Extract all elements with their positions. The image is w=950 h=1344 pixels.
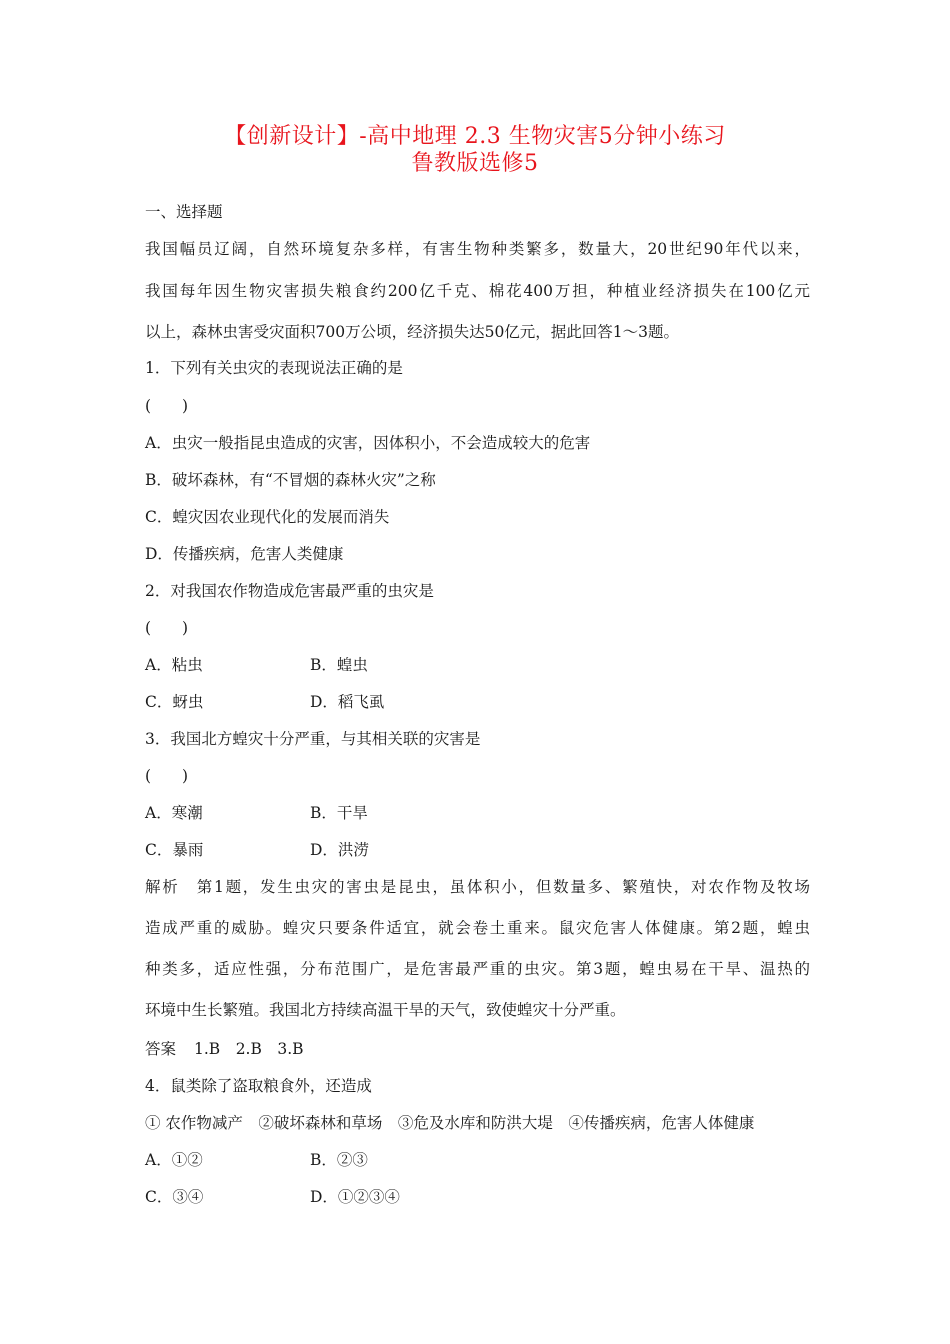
document-title-line2: 鲁教版选修5	[411, 151, 539, 176]
analysis-line-2: 造成严重的威胁。蝗灾只要条件适宜，就会卷土重来。鼠灾危害人体健康。第2题，蝗虫	[145, 919, 810, 937]
q4-stem: 4．鼠类除了盗取粮食外，还造成	[145, 1077, 372, 1095]
q1-stem: 1．下列有关虫灾的表现说法正确的是	[145, 359, 403, 377]
q1-option-d: D．传播疾病，危害人类健康	[145, 545, 344, 563]
analysis-line-1: 解析 第1题，发生虫灾的害虫是昆虫，虽体积小，但数量多、繁殖快，对农作物及牧场	[145, 878, 810, 896]
intro-line-2: 我国每年因生物灾害损失粮食约200亿千克、棉花400万担，种植业经济损失在100亿元	[145, 282, 810, 300]
q4-option-b: B．②③	[310, 1151, 368, 1169]
answer-values: 1.B 2.B 3.B	[194, 1040, 304, 1058]
q3-option-d: D．洪涝	[310, 841, 369, 859]
q3-stem: 3．我国北方蝗灾十分严重，与其相关联的灾害是	[145, 730, 481, 748]
q2-option-row-1	[145, 655, 810, 675]
q1-blank: ( )	[145, 397, 189, 415]
q2-option-row-2	[145, 692, 810, 712]
q1-option-c: C．蝗灾因农业现代化的发展而消失	[145, 508, 390, 526]
q2-blank: ( )	[145, 619, 189, 637]
q4-option-c: C．③④	[145, 1188, 204, 1206]
answer-label: 答案	[145, 1040, 177, 1058]
q2-stem: 2．对我国农作物造成危害最严重的虫灾是	[145, 582, 434, 600]
intro-line-1: 我国幅员辽阔，自然环境复杂多样，有害生物种类繁多，数量大，20世纪90年代以来，	[145, 240, 810, 258]
analysis-line-3: 种类多，适应性强，分布范围广，是危害最严重的虫灾。第3题，蝗虫易在干旱、温热的	[145, 960, 810, 978]
q3-option-c: C．暴雨	[145, 841, 204, 859]
q3-blank: ( )	[145, 767, 189, 785]
q3-option-a: A．寒潮	[145, 804, 203, 822]
q2-option-a: A．粘虫	[145, 656, 203, 674]
q1-option-b: B．破坏森林，有“不冒烟的森林火灾”之称	[145, 471, 436, 489]
q1-option-a: A．虫灾一般指昆虫造成的灾害，因体积小，不会造成较大的危害	[145, 434, 591, 452]
intro-line-3: 以上，森林虫害受灾面积700万公顷，经济损失达50亿元，据此回答1～3题。	[145, 323, 680, 341]
q2-option-d: D．稻飞虱	[310, 693, 385, 711]
section-heading: 一、选择题	[145, 203, 223, 221]
q4-option-a: A．①②	[145, 1151, 203, 1169]
q4-option-d: D．①②③④	[310, 1188, 400, 1206]
q4-items: ① 农作物减产 ②破坏森林和草场 ③危及水库和防洪大堤 ④传播疾病，危害人体健康	[145, 1114, 755, 1132]
q3-option-row-2	[145, 840, 810, 860]
q3-option-b: B．干旱	[310, 804, 368, 822]
q2-option-b: B．蝗虫	[310, 656, 368, 674]
answer-line	[145, 1039, 810, 1059]
q4-option-row-1	[145, 1150, 810, 1170]
document-title-line1: 【创新设计】-高中地理 2.3 生物灾害5分钟小练习	[224, 124, 726, 149]
q2-option-c: C．蚜虫	[145, 693, 204, 711]
analysis-line-4: 环境中生长繁殖。我国北方持续高温干旱的天气，致使蝗灾十分严重。	[145, 1001, 626, 1019]
q4-option-row-2	[145, 1187, 810, 1207]
q3-option-row-1	[145, 803, 810, 823]
